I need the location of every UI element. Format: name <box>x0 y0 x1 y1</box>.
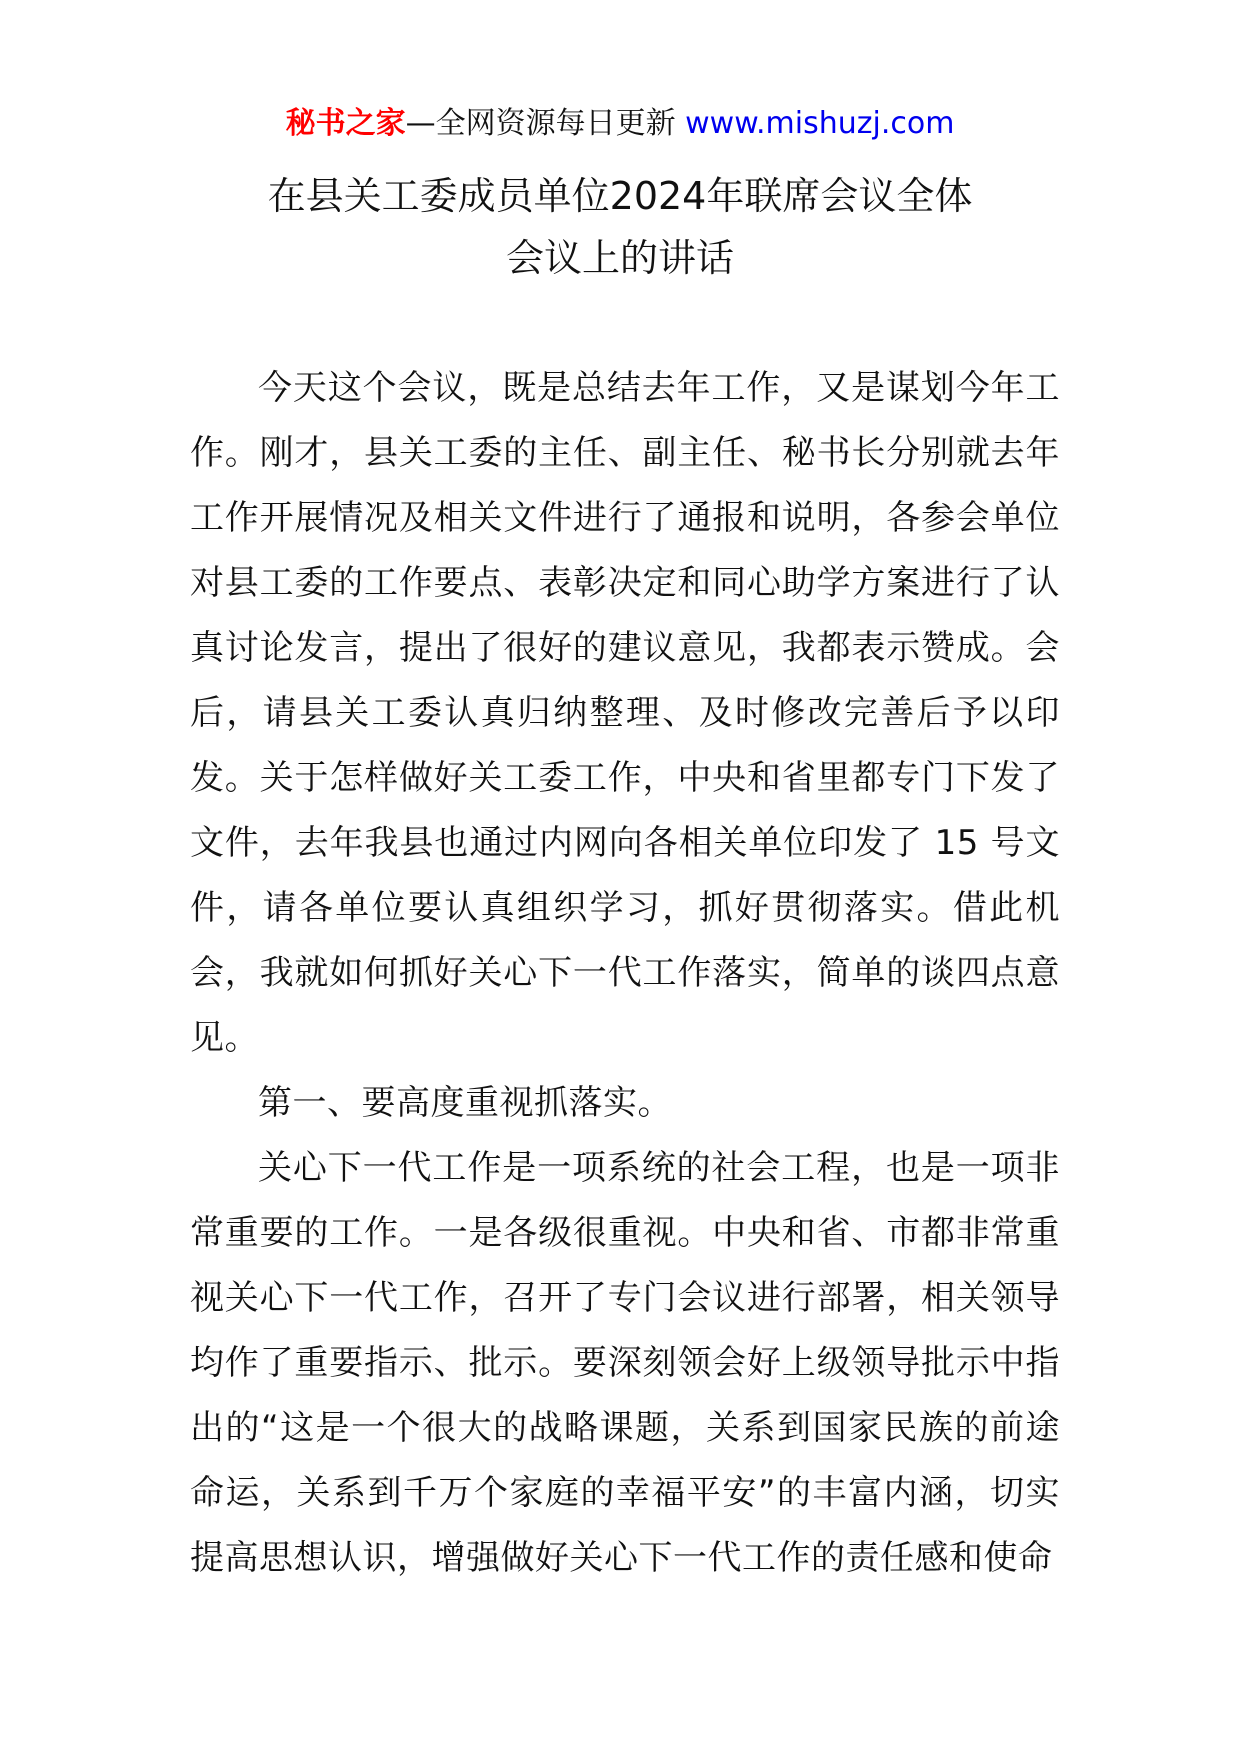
paragraph-heading-first: 第一、要高度重视抓落实。 <box>258 1083 672 1123</box>
banner-brand: 秘书之家 <box>285 106 406 141</box>
document-body <box>190 356 1060 1591</box>
paragraph-intro: 今天这个会议，既是总结去年工作，又是谋划今年工作。刚才，县关工委的主任、副主任、秘书长分别就去年工作开展情况及相关文件进行了通报和说明，各参会单位对县工委的工作要点、表彰决定和同心助学方案进行了认真讨论发言，提出了很好的建议意见，我都表示赞成。会后，请县关工委认真归纳整理、及时修改完善后予以印发。关于怎样做好关工委工作，中央和省里都专门下发了文件，去年我县也通过内网向各相关单位印发了 15 号文件，请各单位要认真组织学习，抓好贯彻落实。借此机会，我就如何抓好关心下一代工作落实，简单的谈四点意见。 <box>190 368 1060 1058</box>
watermark-banner <box>0 100 1240 148</box>
document-title-line-2: 会议上的讲话 <box>505 236 734 280</box>
banner-url-link[interactable]: www.mishuzj.com <box>685 106 955 141</box>
document-title-line-1: 在县关工委成员单位2024年联席会议全体 <box>267 174 973 218</box>
banner-tagline: —全网资源每日更新 <box>405 106 676 141</box>
paragraph-first-point: 关心下一代工作是一项系统的社会工程，也是一项非常重要的工作。一是各级很重视。中央和省、市都非常重视关心下一代工作，召开了专门会议进行部署，相关领导均作了重要指示、批示。要深刻领会好上级领导批示中指出的“这是一个很大的战略课题，关系到国家民族的前途命运，关系到千万个家庭的幸福平安”的丰富内涵，切实提高思想认识，增强做好关心下一代工作的责任感和使命 <box>190 1148 1060 1578</box>
